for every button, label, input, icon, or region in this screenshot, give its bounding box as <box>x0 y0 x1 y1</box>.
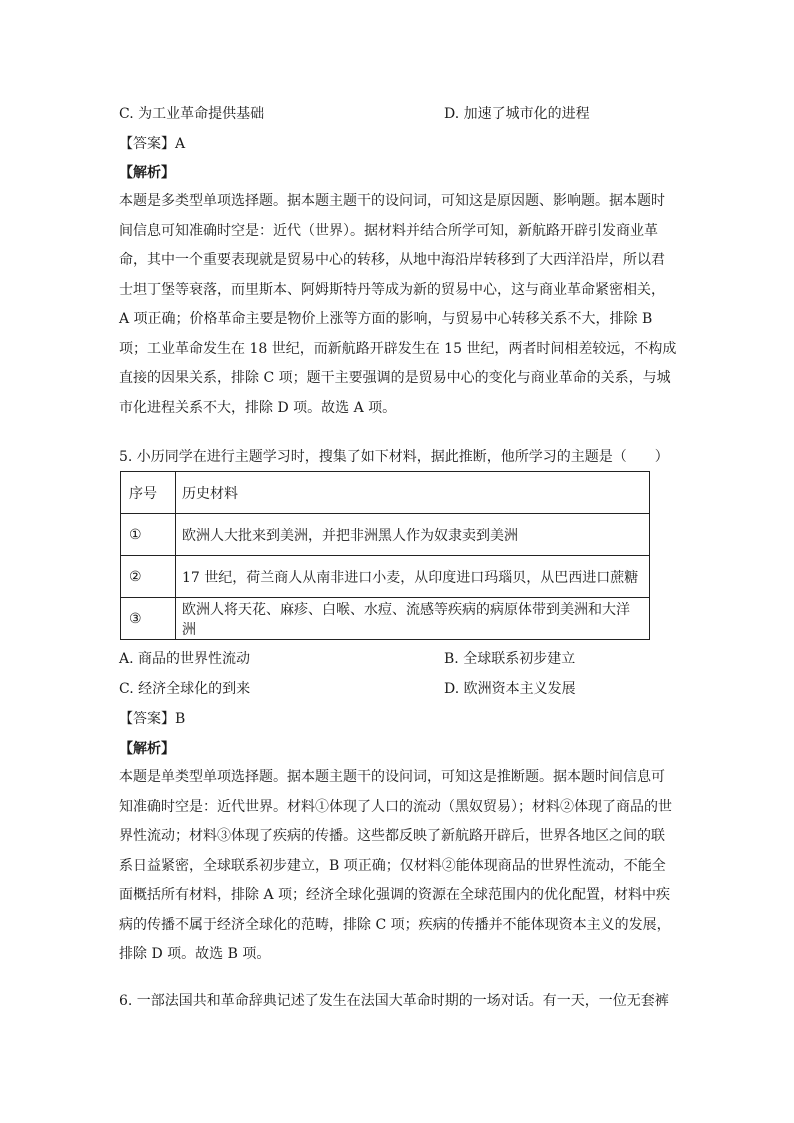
q4-analysis-line: 市化进程关系不大，排除 D 项。故选 A 项。 <box>119 399 397 416</box>
q4-analysis-line: 命，其中一个重要表现就是贸易中心的转移，从地中海沿岸转移到了大西洋沿岸，所以君 <box>119 252 665 268</box>
q4-analysis-line: 士坦丁堡等衰落，而里斯本、阿姆斯特丹等成为新的贸易中心，这与商业革命紧密相关， <box>119 281 665 298</box>
table-cell: ② <box>121 556 176 598</box>
q6-stem: 6. 一部法国共和革命辞典记述了发生在法国大革命时期的一场对话。有一天，一位无套裤 <box>119 993 669 1009</box>
table-cell: 欧洲人大批来到美洲，并把非洲黑人作为奴隶卖到美洲 <box>176 514 650 556</box>
q4-analysis-line: A 项正确；价格革命主要是物价上涨等方面的影响，与贸易中心转移关系不大，排除 B <box>119 311 653 327</box>
q5-option-b: B. 全球联系初步建立 <box>444 651 576 667</box>
q5-analysis-line: 面概括所有材料，排除 A 项；经济全球化强调的资源在全球范围内的优化配置，材料中疾 <box>119 887 671 903</box>
table-cell: 欧洲人将天花、麻疹、白喉、水痘、流感等疾病的病原体带到美洲和大洋洲 <box>176 598 650 640</box>
table-cell: ③ <box>121 598 176 640</box>
q5-stem: 5. 小历同学在进行主题学习时，搜集了如下材料，据此推断，他所学习的主题是（ ） <box>119 449 669 465</box>
q5-answer: 【答案】B <box>119 711 186 727</box>
q5-analysis-line: 界性流动；材料③体现了疾病的传播。这些都反映了新航路开辟后，世界各地区之间的联 <box>119 828 665 844</box>
table-cell: ① <box>121 514 176 556</box>
q5-analysis <box>119 763 679 970</box>
table-header-cell: 序号 <box>121 472 176 514</box>
q4-answer: 【答案】A <box>119 136 186 152</box>
table-row <box>121 556 650 598</box>
q5-option-c: C. 经济全球化的到来 <box>119 681 251 697</box>
table-row <box>121 598 650 640</box>
q4-analysis-line: 直接的因果关系，排除 C 项；题干主要强调的是贸易中心的变化与商业革命的关系，与城 <box>119 370 671 386</box>
q5-source-table <box>120 471 650 640</box>
table-cell: 17 世纪，荷兰商人从南非进口小麦，从印度进口玛瑙贝，从巴西进口蔗糖 <box>176 556 650 598</box>
q4-analysis-line: 项；工业革命发生在 18 世纪，而新航路开辟发生在 15 世纪，两者时间相差较远，不构成 <box>119 340 677 357</box>
q4-analysis-line: 间信息可知准确时空是：近代（世界）。据材料并结合所学可知，新航路开辟引发商业革 <box>119 222 658 239</box>
table-row <box>121 514 650 556</box>
q4-option-c: C. 为工业革命提供基础 <box>119 106 265 122</box>
q4-analysis-title: 【解析】 <box>119 165 175 181</box>
q5-option-a: A. 商品的世界性流动 <box>119 651 251 667</box>
q4-option-d: D. 加速了城市化的进程 <box>444 106 590 122</box>
table-header-row <box>121 472 650 514</box>
q5-analysis-line: 病的传播不属于经济全球化的范畴，排除 C 项；疾病的传播并不能体现资本主义的发展， <box>119 916 671 933</box>
table-header-cell: 历史材料 <box>176 472 650 514</box>
q5-analysis-line: 知准确时空是：近代世界。材料①体现了人口的流动（黑奴贸易）；材料②体现了商品的世 <box>119 798 672 815</box>
q5-analysis-line: 本题是单类型单项选择题。据本题主题干的设问词，可知这是推断题。据本题时间信息可 <box>119 769 665 785</box>
q4-analysis <box>119 187 679 423</box>
q5-option-d: D. 欧洲资本主义发展 <box>444 681 576 697</box>
q5-analysis-line: 系日益紧密，全球联系初步建立，B 项正确；仅材料②能体现商品的世界性流动，不能全 <box>119 857 666 874</box>
q5-analysis-line: 排除 D 项。故选 B 项。 <box>119 946 271 962</box>
q5-analysis-title: 【解析】 <box>119 741 175 757</box>
q4-analysis-line: 本题是多类型单项选择题。据本题主题干的设问词，可知这是原因题、影响题。据本题时 <box>119 193 665 209</box>
